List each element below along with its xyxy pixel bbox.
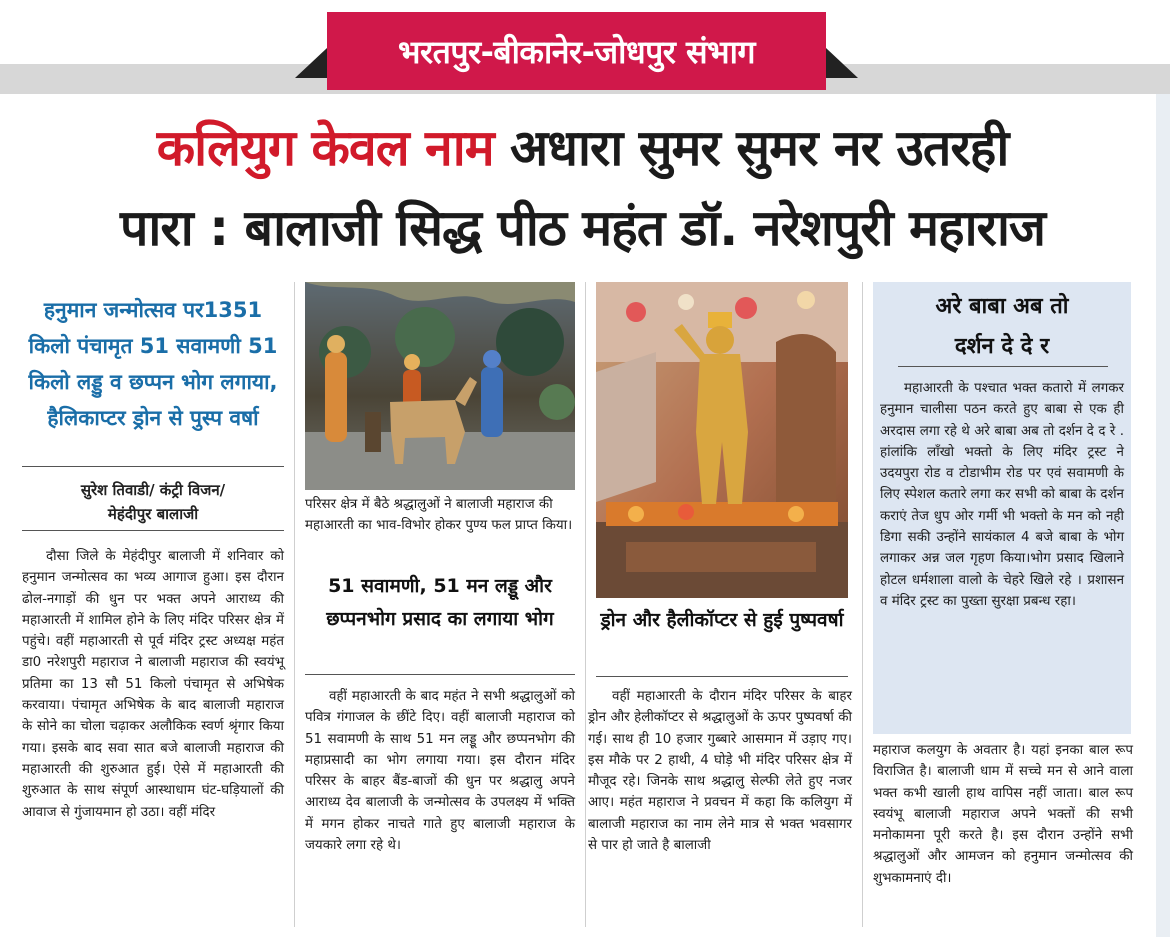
sidebar-box-title <box>873 287 1131 367</box>
subhead-prasad: 51 सवामणी, 51 मन लड्डू और छप्पनभोग प्रसाद का लगाया भोग <box>326 575 554 630</box>
story-deck: हनुमान जन्मोत्सव पर1351 किलो पंचामृत 51 सवामणी 51 किलो लड्डु व छप्पन भोग लगाया, हैलिकाप्टर ड्रोन से पुस्प वर्षा <box>28 298 278 430</box>
sidebar-box-text: महाआरती के पश्चात भक्त कतारो में लगकर हनुमान चालीसा पठन करते हुए बाबा से एक ही अरदास लगा रहे थे अरे बाबा अब तो दर्शन दे द रे . हांलांकि लाँखो भक्तो के लिए मंदिर ट्रस्ट ने उदयपुरा रोड व टोडाभीम रोड पर एवं सवामणी के लिए स्पेशल कतारे लगा कर सभी को बाबा के दर्शन कराएं तेज धुप ओर गर्मी भी भक्तो के मन को नही डिगा सकी उन्होंने सायंकाल 4 बजे बाबा के भोग लगाकर अन्न जल गृहण किया।भोग प्रसाद खिलाने होटल धर्मशाला वालो के चेहरे खिले रहे । प्रशासन व मंदिर ट्रस्ट का पुख्ता सुरक्षा प्रबन्ध रहा। <box>880 381 1124 609</box>
divider <box>596 676 848 677</box>
column-separator <box>294 282 295 927</box>
headline-red-part: कलियुग केवल नाम <box>156 119 494 177</box>
headline <box>30 108 1135 268</box>
column-1-body <box>22 546 284 823</box>
byline-line-1: सुरेश तिवाडी/ कंट्री विजन/ <box>80 481 226 499</box>
page-edge-strip <box>1156 94 1170 937</box>
photo-deity-scene <box>305 282 575 490</box>
column-4-text: महाराज कलयुग के अवतार है। यहां इनका बाल रूप विराजित है। बालाजी धाम में सच्चे मन से आने वाला भक्त कभी खाली हाथ वापिस नहीं जाता। बाल रूप स्वयंभू बालाजी महाराज अपने भक्तों की सभी मनोकामना पूरी करते है। इस दौरान उन्होंने सभी श्रद्धालुओं और आमजन को हनुमान जन्मोत्सव की शुभकामनाएं दी। <box>873 743 1133 886</box>
column-2-body <box>305 686 575 856</box>
deity-scene-image <box>305 282 575 490</box>
headline-line-1 <box>30 108 1135 188</box>
section-banner: भरतपुर-बीकानेर-जोधपुर संभाग <box>327 12 826 90</box>
byline-line-2: मेहंदीपुर बालाजी <box>107 505 199 523</box>
column-4-body <box>873 740 1133 889</box>
column-1-text: दौसा जिले के मेहंदीपुर बालाजी में शनिवार को हनुमान जन्मोत्सव का भव्य आगाज हुआ। इस दौरान ढोल-नगाड़ों की धुन पर भक्त अपने आराध्य की महाआरती में शामिल होने के लिए मंदिर परिसर क्षेत्र में पहुंचे। वहीं महाआरती से पूर्व मंदिर ट्रस्ट अध्यक्ष महंत डा0 नरेशपुरी महाराज ने बालाजी महाराज की स्वयंभू प्रतिमा का 13 सौ 51 किलो पंचामृत से अभिषेक करवाया। पंचामृत अभिषेक के बाद बालाजी महाराज के सोने का चोला चढ़ाकर अलौकिक स्वर्ण श्रृंगार किया गया। इसके बाद सवा सात बजे बालाजी महाराज की महाआरती की शुरुआत हुई। ऐसे में महाआरती की शुरुआत के साथ संपूर्ण आस्थाधाम घंट-घड़ियालों की आवाज से गुंजायमान हो उठा। वहीं मंदिर <box>22 549 284 820</box>
column-2-text: वहीं महाआरती के बाद महंत ने सभी श्रद्धालुओं को पवित्र गंगाजल के छींटे दिए। वहीं बालाजी महाराज को 51 सवामणी के साथ 51 मन लड्डू और छप्पनभोग की महाप्रसादी का भोग लगाया गया। इस दौरान मंदिर परिसर के बाहर बैंड-बाजों की धुन पर श्रद्धालु अपने आराध्य देव बालाजी के जन्मोत्सव के उपलक्ष्य में भक्ति में मगन होकर नाचते गाते हुए बालाजी महाराज के जयकारे लगा रहे थे। <box>305 689 575 854</box>
divider <box>22 530 284 531</box>
column-separator <box>585 282 586 927</box>
photo-1-caption: परिसर क्षेत्र में बैठे श्रद्धालुओं ने बालाजी महाराज की महाआरती का भाव-विभोर होकर पुण्य फल प्राप्त किया। <box>305 497 573 533</box>
divider <box>22 466 284 467</box>
column-3-body <box>588 686 852 856</box>
sidebar-title-line-1: अरे बाबा अब तो <box>935 294 1069 319</box>
golden-idol-image <box>596 282 848 598</box>
sidebar-title-line-2: दर्शन दे दे र <box>954 334 1050 359</box>
column-3-text: वहीं महाआरती के दौरान मंदिर परिसर के बाहर ड्रोन और हेलीकॉप्टर से श्रद्धालुओं के ऊपर पुष्पवर्षा की गई। साथ ही 10 हजार गुब्बारे आसमान में उड़ाए गए। इस मौके पर 2 हाथी, 4 घोड़े भी मंदिर परिसर क्षेत्र में मौजूद रहे। जिनके साथ श्रद्धालु सेल्फी लेते हुए नजर आए। महंत महाराज ने प्रवचन में कहा कि कलियुग में बालाजी महाराज का नाम लेने मात्र से भक्त भवसागर से पार हो जाते है बालाजी <box>588 689 852 854</box>
photo-golden-idol <box>596 282 848 598</box>
headline-line-2: पारा : बालाजी सिद्ध पीठ महंत डॉ. नरेशपुरी महाराज <box>119 199 1046 257</box>
divider <box>898 366 1108 367</box>
column-separator <box>862 282 863 927</box>
section-banner-wrap <box>305 12 848 90</box>
sidebar-box-body <box>880 378 1124 612</box>
banner-wing-left <box>295 48 327 78</box>
banner-wing-right <box>826 48 858 78</box>
divider <box>305 674 575 675</box>
headline-black-part: अधारा सुमर सुमर नर उतरही <box>493 119 1009 177</box>
subhead-pushpvarsha: ड्रोन और हैलीकॉप्टर से हुई पुष्पवर्षा <box>600 609 844 631</box>
byline <box>22 478 284 526</box>
